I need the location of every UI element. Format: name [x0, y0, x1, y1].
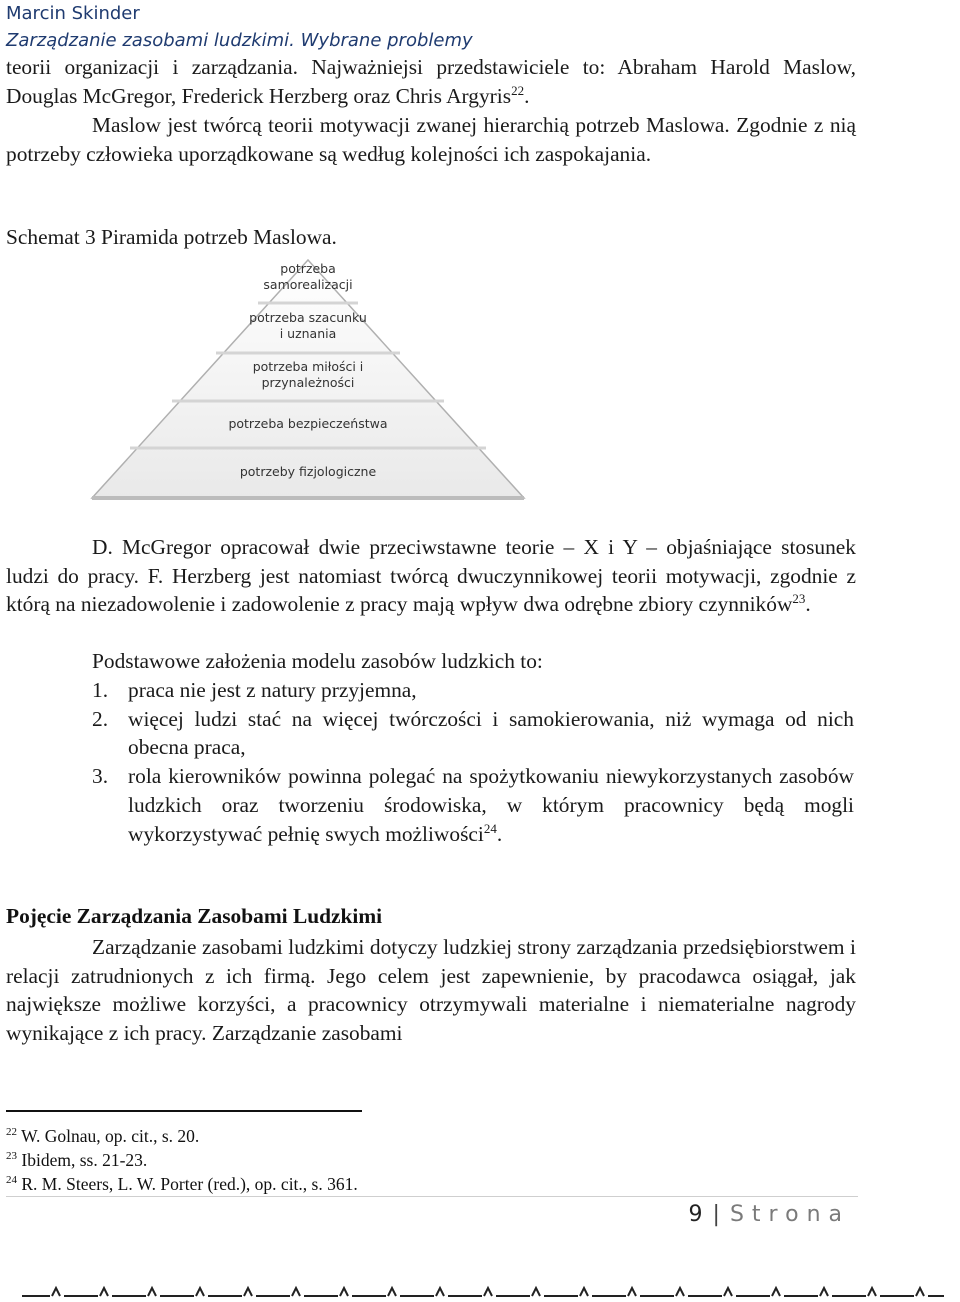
- footnote-item: [6, 1148, 358, 1172]
- level-label: i uznania: [279, 326, 337, 341]
- level-label: potrzeba bezpieczeństwa: [228, 416, 388, 431]
- intro-paragraph: [6, 53, 856, 110]
- footnote-text: Ibidem, ss. 21-23.: [21, 1150, 148, 1170]
- mcgregor-period: .: [805, 592, 811, 617]
- maslow-paragraph: Maslow jest twórcą teorii motywacji zwanej hierarchią potrzeb Maslowa. Zgodnie z nią potrzeby człowieka uporządkowane są według kolejności ich zaspokajania.: [6, 113, 856, 166]
- page-separator: |: [712, 1202, 724, 1227]
- footer-rule: [6, 1196, 858, 1197]
- level-label: potrzeba: [280, 261, 336, 276]
- list-text: więcej ludzi stać na więcej twórczości i samokierowania, niż wymaga od nich obecna praca,: [128, 706, 854, 760]
- list-number: 2.: [92, 706, 109, 731]
- footnote-separator: [6, 1110, 362, 1112]
- mcgregor-paragraph: [6, 533, 856, 619]
- pyramid-level-3: [188, 359, 428, 391]
- page-number-footer: [689, 1202, 850, 1227]
- list-number: 1.: [92, 678, 109, 702]
- list-text: rola kierowników powinna polegać na spożytkowaniu niewykorzystanych zasobów ludzkich oraz tworzeniu środowiska, w którym pracownicy będą mogli wykorzystywać pełnię swych możliwości: [128, 764, 854, 846]
- footnote-ref-24[interactable]: 24: [483, 820, 497, 836]
- decorative-border: [0, 1278, 960, 1302]
- header-author: Marcin Skinder: [6, 3, 140, 24]
- figure-caption: Schemat 3 Piramida potrzeb Maslowa.: [6, 225, 337, 249]
- footnote-number: 24: [6, 1174, 17, 1187]
- level-label: potrzeba szacunku: [249, 310, 367, 325]
- level-label: potrzeba miłości i: [252, 359, 364, 374]
- level-label: samorealizacji: [263, 277, 353, 292]
- footnote-text: R. M. Steers, L. W. Porter (red.), op. cit., s. 361.: [21, 1174, 358, 1194]
- mcgregor-text: D. McGregor opracował dwie przeciwstawne teorie – X i Y – objaśniające stosunek ludzi do pracy. F. Herzberg jest natomiast twórcą dwuczynnikowej teorii motywacji, zgodnie z którą na niezadowolenie i zadowolenie z pracy mają wpływ dwa odrębne zbiory czynników: [6, 535, 856, 617]
- footnote-item: [6, 1124, 358, 1148]
- list-item: [92, 762, 854, 848]
- footnote-text: W. Golnau, op. cit., s. 20.: [21, 1126, 200, 1146]
- level-label: przynależności: [261, 375, 355, 390]
- footnote-ref-23[interactable]: 23: [792, 591, 806, 607]
- section-paragraph: Zarządzanie zasobami ludzkimi dotyczy ludzkiej strony zarządzania przedsiębiorstwem i relacji zatrudnionych z ich firmą. Jego celem jest zapewnienie, by pracodawca osiągał, jak największe możliwe korzyści, a pracownicy otrzymywali materialne i niematerialne nagrody wynikające z ich pracy. Zarządzanie zasobami: [6, 935, 856, 1046]
- page-number: 9: [688, 1202, 707, 1227]
- footnotes: [6, 1124, 358, 1196]
- intro-text: teorii organizacji i zarządzania. Najważniejsi przedstawiciele to: Abraham Harold Maslow, Douglas McGregor, Frederick Herzberg oraz Chris Argyris: [6, 55, 856, 108]
- page-word: Strona: [729, 1202, 850, 1227]
- list-item: [92, 676, 854, 705]
- pyramid-level-4: [188, 310, 428, 342]
- intro-period: .: [524, 83, 530, 108]
- list-text: praca nie jest z natury przyjemna,: [128, 678, 417, 702]
- list-intro: Podstawowe założenia modelu zasobów ludzkich to:: [92, 649, 543, 673]
- footnote-item: [6, 1172, 358, 1196]
- level-label: potrzeby fizjologiczne: [239, 464, 377, 479]
- assumptions-list: [92, 676, 854, 848]
- pyramid-level-5: [188, 261, 428, 293]
- footnote-ref-22[interactable]: 22: [511, 82, 525, 98]
- page-header: [6, 0, 606, 54]
- list-period: .: [496, 821, 503, 846]
- list-number: 3.: [92, 764, 109, 789]
- header-title: Zarządzanie zasobami ludzkimi. Wybrane problemy: [6, 30, 473, 51]
- footnote-number: 22: [6, 1126, 17, 1139]
- maslow-pyramid: [88, 258, 528, 508]
- pyramid-level-1: [188, 464, 428, 480]
- pyramid-level-2: [188, 416, 428, 432]
- list-item: [92, 705, 854, 762]
- section-heading: Pojęcie Zarządzania Zasobami Ludzkimi: [6, 904, 383, 928]
- footnote-number: 23: [6, 1150, 17, 1163]
